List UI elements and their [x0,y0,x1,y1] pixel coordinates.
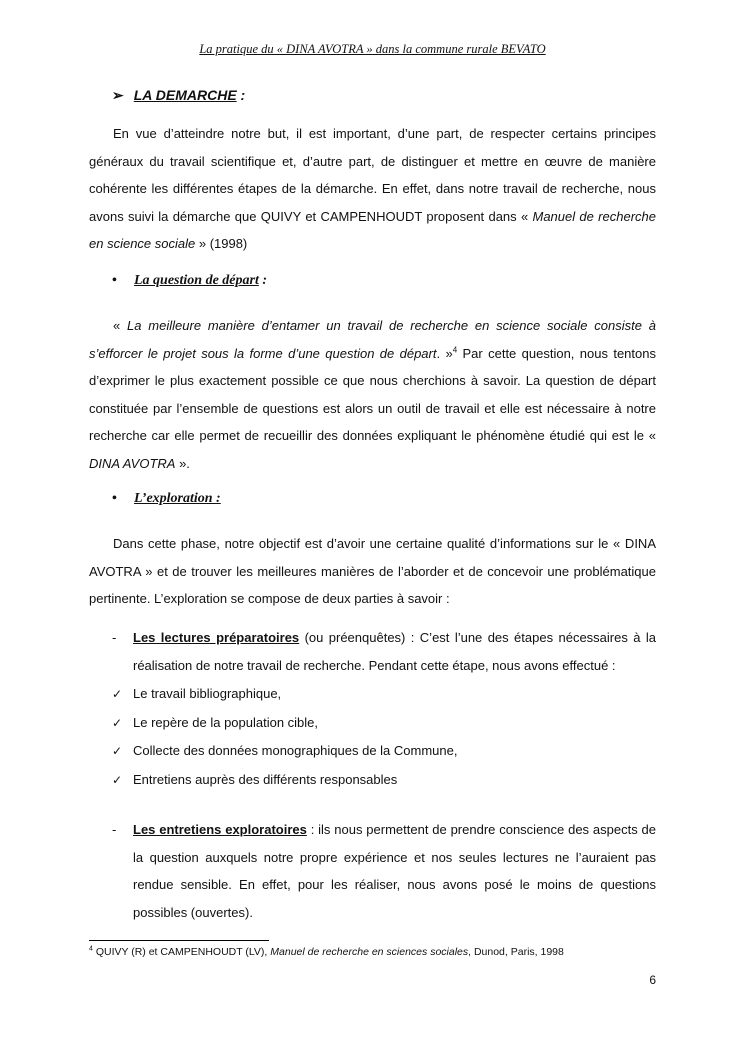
heading-title: LA DEMARCHE [133,87,237,103]
checkmark-icon: ✓ [112,715,123,730]
dash-bullet: - [112,630,117,645]
arrow-bullet-icon: ➢ [112,87,124,103]
paragraph-demarche: En vue d’atteindre notre but, il est important, d’une part, de respecter certains principes généraux du travail scientifique et, d’autre part, de distinguer et mettre en œuvre de manière cohérente les différentes étapes de la démarche. En effet, dans notre travail de recherche, nous avons suivi la démarche que QUIVY et CAMPENHOUDT proposent dans « Manuel de recherche en science sociale » (1998) [89,126,656,251]
checklist-item: ✓ Le repère de la population cible, [112,709,457,738]
checklist-item: ✓ Entretiens auprès des différents responsables [112,766,457,795]
checklist [112,680,457,794]
running-header: La pratique du « DINA AVOTRA » dans la commune rurale BEVATO [199,42,546,56]
checkmark-icon: ✓ [112,772,123,787]
list-item-lectures: - Les lectures préparatoires (ou préenquêtes) : C’est l’une des étapes nécessaires à la réalisation de notre travail de recherche. Pendant cette étape, nous avons effectué : [112,624,656,679]
footnote-separator [89,940,269,941]
footnote: $^4$ QUIVY (R) et CAMPENHOUDT (LV), Manuel de recherche en sciences sociales, Dunod, Paris, 1998 [89,945,564,958]
dash-bullet: - [112,822,117,837]
bullet-icon: • [112,273,117,288]
checklist-item: ✓ Collecte des données monographiques de la Commune, [112,737,457,766]
subheading-question-depart: • La question de départ : [112,273,268,288]
checklist-item: ✓ Le travail bibliographique, [112,680,457,709]
checkmark-icon: ✓ [112,744,123,758]
paragraph-exploration: Dans cette phase, notre objectif est d’avoir une certaine qualité d’informations sur le « DINA AVOTRA » et de trouver les meilleures manières de l’aborder et de concevoir une problématique pertinente. L’exploration se compose de deux parties à savoir : [89,536,656,606]
paragraph-question: « La meilleure manière d’entamer un travail de recherche en science sociale consiste à s’efforcer le projet sous la forme d’une question de départ. »$^4$ Par cette question, nous tentons d’exprimer le plus exactement possible ce que nous cherchions à savoir. La question de départ constituée par l’ensemble de questions est alors un outil de travail et elle est nécessaire à notre recherche car elle permet de recueillir des données expliquant le phénomène étudié qui est le « DINA AVOTRA ». [89,318,657,471]
footnote-ref: 4 [452,345,458,355]
list-item-entretiens: - Les entretiens exploratoires : ils nous permettent de prendre conscience des aspects de la question auxquels notre propre expérience et nos seules lectures ne l’auraient pas rendue sensible. En effet, pour les réaliser, nous avons posé le moins de questions possibles (ouvertes). [112,816,656,926]
subheading-exploration: • L’exploration : [112,491,221,506]
page-number: 6 [649,973,656,987]
section-heading-demarche: ➢ LA DEMARCHE : [112,87,246,103]
checkmark-icon: ✓ [112,687,123,701]
bullet-icon: • [112,491,117,506]
